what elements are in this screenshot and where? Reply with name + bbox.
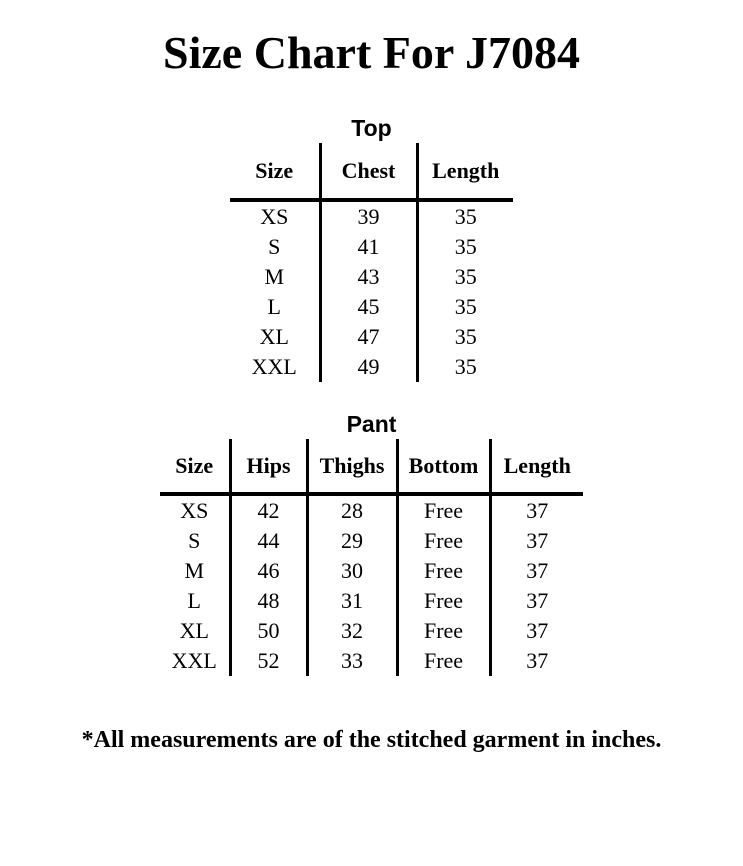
table-cell: Free <box>397 616 490 646</box>
row-label-cell: XL <box>179 618 209 643</box>
table-row <box>160 494 583 526</box>
row-label-cell: XS <box>260 204 289 229</box>
table-cell: Free <box>397 646 490 676</box>
table-cell: 37 <box>490 586 583 616</box>
table-cell: Free <box>397 526 490 556</box>
row-label-cell: XL <box>259 324 289 349</box>
table-cell: 35 <box>417 292 513 322</box>
table-cell: 39 <box>320 200 417 232</box>
table-cell: 47 <box>320 322 417 352</box>
column-header-length: Length <box>417 143 513 200</box>
row-label-cell: XXL <box>171 648 217 673</box>
table-row <box>160 556 583 586</box>
table-cell: 33 <box>307 646 397 676</box>
table-cell: 35 <box>417 200 513 232</box>
table-cell: 31 <box>307 586 397 616</box>
table-header-row <box>160 439 583 494</box>
table-cell: 44 <box>230 526 307 556</box>
table-cell: 46 <box>230 556 307 586</box>
table-cell: 37 <box>490 616 583 646</box>
table-cell: 42 <box>230 494 307 526</box>
table-cell: 30 <box>307 556 397 586</box>
table-cell: 52 <box>230 646 307 676</box>
table-cell: 35 <box>417 322 513 352</box>
table-cell: 29 <box>307 526 397 556</box>
table-cell: 43 <box>320 262 417 292</box>
table-row <box>230 232 513 262</box>
top-size-table <box>230 143 513 382</box>
section-heading-top: Top <box>351 115 392 141</box>
table-row <box>230 292 513 322</box>
table-cell: 45 <box>320 292 417 322</box>
table-cell: 37 <box>490 526 583 556</box>
table-cell: Free <box>397 556 490 586</box>
table-header-row <box>230 143 513 200</box>
row-label-cell: S <box>268 234 281 259</box>
table-cell: 35 <box>417 232 513 262</box>
table-cell: 50 <box>230 616 307 646</box>
table-cell: Free <box>397 586 490 616</box>
row-label-cell: S <box>188 528 201 553</box>
row-label-cell: XXL <box>251 354 297 379</box>
table-cell: 35 <box>417 262 513 292</box>
table-cell: 37 <box>490 646 583 676</box>
table-cell: 37 <box>490 556 583 586</box>
row-label-cell: M <box>264 264 285 289</box>
column-header-size: Size <box>175 452 214 478</box>
table-cell: Free <box>397 494 490 526</box>
table-cell: 41 <box>320 232 417 262</box>
table-cell: 49 <box>320 352 417 382</box>
table-cell: 32 <box>307 616 397 646</box>
table-cell: 28 <box>307 494 397 526</box>
page-title: Size Chart For J7084 <box>163 27 580 78</box>
table-row <box>230 262 513 292</box>
row-label-cell: L <box>187 588 201 613</box>
column-header-hips: Hips <box>230 439 307 494</box>
column-header-chest: Chest <box>320 143 417 200</box>
row-label-cell: XS <box>180 498 209 523</box>
table-cell: 35 <box>417 352 513 382</box>
table-cell: 37 <box>490 494 583 526</box>
row-label-cell: M <box>184 558 205 583</box>
table-row <box>160 646 583 676</box>
column-header-size: Size <box>255 157 294 183</box>
table-row <box>160 616 583 646</box>
footnote: *All measurements are of the stitched garment in inches. <box>81 727 662 753</box>
column-header-bottom: Bottom <box>397 439 490 494</box>
table-row <box>230 200 513 232</box>
table-row <box>230 322 513 352</box>
table-row <box>230 352 513 382</box>
table-cell: 48 <box>230 586 307 616</box>
table-row <box>160 586 583 616</box>
column-header-length: Length <box>490 439 583 494</box>
pant-size-table <box>160 439 583 676</box>
section-heading-pant: Pant <box>346 411 397 437</box>
table-row <box>160 526 583 556</box>
row-label-cell: L <box>267 294 281 319</box>
column-header-thighs: Thighs <box>307 439 397 494</box>
